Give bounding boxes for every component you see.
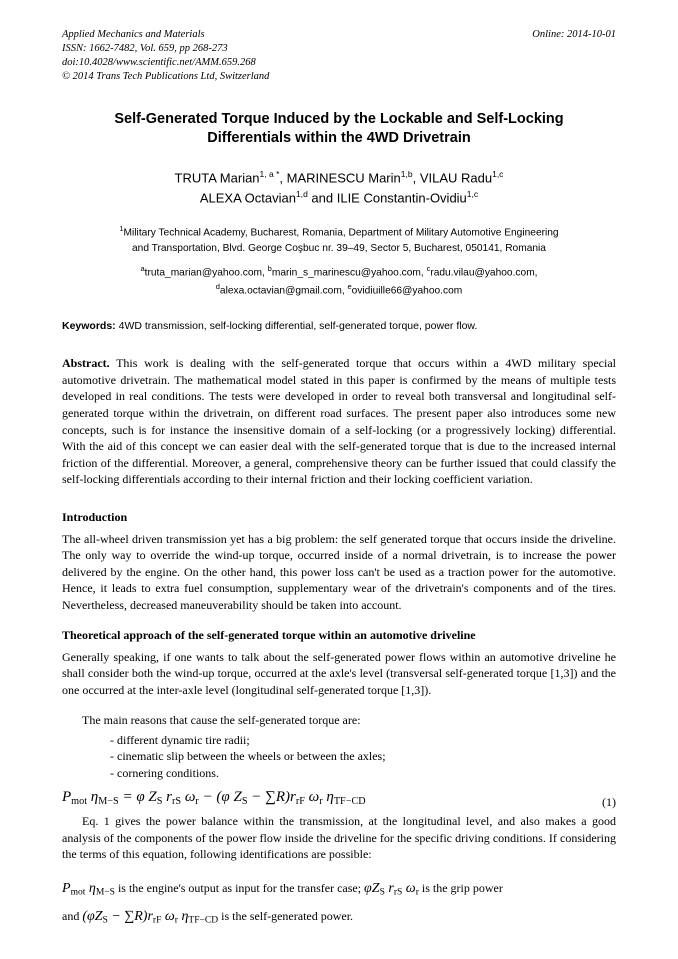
abstract-block bbox=[62, 355, 616, 487]
author-affil-marker: 1,c bbox=[492, 169, 504, 180]
doi-line: doi:10.4028/www.scientific.net/AMM.659.268 bbox=[62, 56, 256, 68]
author-line-2 bbox=[62, 188, 616, 208]
author-affil-marker: 1, a * bbox=[259, 169, 280, 180]
page-header bbox=[62, 28, 616, 84]
section-paragraph: Generally speaking, if one wants to talk about the self-generated power flows within an automotive driveline he shall consider both the wind-up torque, occurred at the axle's level (transversal self-generated torque [1,3]) and the one occurred at the inter-axle level (longitudinal self-generated torque [1,3]). bbox=[62, 649, 616, 697]
author-affil-marker: 1,d bbox=[295, 189, 308, 200]
author-affil-marker: 1,b bbox=[400, 169, 413, 180]
author-name: , VILAU Radu bbox=[412, 170, 493, 186]
identification-text-4: is the self-generated power. bbox=[218, 908, 354, 923]
list-item: - cornering conditions. bbox=[110, 765, 219, 780]
affiliation-text: Military Technical Academy, Bucharest, Romania, Department of Military Automotive Engineering bbox=[123, 227, 559, 239]
email-address: alexa.octavian@gmail.com, bbox=[219, 284, 348, 296]
reasons-list bbox=[62, 732, 616, 782]
affiliation-line-1 bbox=[62, 224, 616, 241]
author-list bbox=[62, 168, 616, 208]
email-marker: b bbox=[267, 264, 272, 274]
equation-body: $P_{mot}$ $\eta_{M-S} = \varphi$ $Z_S$ $r_{rS}$ $\omega_r - (\varphi$ $Z_S - \sum R)r_{rF}$ $\omega_r$ $\eta_{TF-CD}$ bbox=[62, 789, 366, 808]
email-address: truta_marian@yahoo.com, bbox=[144, 267, 268, 279]
identification-text-3: and bbox=[62, 908, 83, 923]
section-paragraph: Eq. 1 gives the power balance within the transmission, at the longitudinal level, and also makes a good analysis of the components of the power flow inside the driveline for the specific driving conditions. If considering the terms of this equation, following identifications are possible: bbox=[62, 814, 616, 862]
section-paragraph: The all-wheel driven transmission yet has a big problem: the self generated torque that occurs inside the driveline. The only way to override the wind-up torque, occurred inside of a normal drivetrain, is to increase the power delivered by the engine. On the other hand, this power loss can't be used as a traction power for the automotive. Hence, it leads to extra fuel consumption, supplementary wear of the drivetrain's components and of the tires. Nevertheless, decreased maneuverability should be taken into account. bbox=[62, 531, 616, 612]
keywords-text: 4WD transmission, self-locking differential, self-generated torque, power flow. bbox=[115, 319, 478, 332]
section-heading-theoretical: Theoretical approach of the self-generated torque within an automotive driveline bbox=[62, 627, 476, 642]
inline-equation-pmot: $P_{mot}$ $\eta_{M-S}$ bbox=[62, 880, 115, 898]
author-name: and ILIE Constantin-Ovidiu bbox=[307, 190, 467, 206]
keywords-label: Keywords: bbox=[62, 319, 116, 332]
author-line-1 bbox=[62, 168, 616, 188]
equation-number: (1) bbox=[602, 795, 616, 810]
email-marker: e bbox=[347, 281, 352, 291]
author-name: TRUTA Marian bbox=[174, 170, 260, 186]
issn-line: ISSN: 1662-7482, Vol. 659, pp 268-273 bbox=[62, 42, 228, 54]
section-paragraph: The main reasons that cause the self-generated torque are: bbox=[82, 713, 361, 728]
list-item: - different dynamic tire radii; bbox=[110, 732, 250, 747]
email-marker: a bbox=[140, 264, 145, 274]
affiliation-block bbox=[62, 224, 616, 256]
equation-1 bbox=[62, 789, 616, 810]
email-line-1 bbox=[62, 264, 616, 281]
copyright-line: © 2014 Trans Tech Publications Ltd, Switzerland bbox=[62, 70, 270, 82]
identifications-paragraph bbox=[62, 877, 616, 901]
abstract-label: Abstract. bbox=[62, 356, 110, 371]
author-name: , MARINESCU Marin bbox=[279, 170, 401, 186]
identification-text-2: is the grip power bbox=[418, 880, 503, 895]
abstract-text: This work is dealing with the self-generated torque that occurs within a 4WD military special automotive drivetrain. The mathematical model stated in this paper is confirmed by the means of multiple tests developed in real conditions. The tests were developed in order to reveal both transversal and longitudinal self-generated torque within the drivetrain, on different road surfaces. The present paper also introduces some new concepts, such is for instance the insensitive domain of a self-locking (or a progressively locking) differential. With the aid of this concept we can easier deal with the self-generated torque that is due to the increased internal friction of the differential. Moreover, a general, comprehensive theory can be further issued that could classify the self-locking differentials according to their internal friction and their locking coefficient variation. bbox=[62, 356, 616, 487]
email-line-2 bbox=[62, 282, 616, 299]
author-name: ALEXA Octavian bbox=[199, 190, 296, 206]
keywords-block bbox=[62, 319, 616, 334]
email-block bbox=[62, 264, 616, 298]
affiliation-line-2: and Transportation, Blvd. George Coşbuc nr. 39–49, Sector 5, Bucharest, 050141, Romania bbox=[132, 242, 546, 254]
email-address: radu.vilau@yahoo.com, bbox=[430, 267, 538, 279]
identifications-paragraph-2 bbox=[62, 905, 616, 929]
email-address: marin_s_marinescu@yahoo.com, bbox=[271, 267, 427, 279]
list-item: - cinematic slip between the wheels or between the axles; bbox=[110, 749, 386, 764]
author-affil-marker: 1,c bbox=[466, 189, 479, 200]
inline-equation-grip: $\varphi Z_S$ $r_{rS}$ $\omega_r$ bbox=[364, 880, 419, 898]
affiliation-marker: 1 bbox=[119, 224, 124, 234]
email-marker: d bbox=[215, 281, 220, 291]
page-title: Self-Generated Torque Induced by the Lockable and Self-Locking Differentials within the 4WD Drivetrain bbox=[114, 110, 564, 146]
email-address: ovidiuille66@yahoo.com bbox=[351, 284, 463, 296]
inline-equation-selfgen: $(\varphi Z_S - \sum R)r_{rF}$ $\omega_r$ $\eta_{TF-CD}$ bbox=[82, 908, 219, 926]
identification-text-1: is the engine's output as input for the transfer case; bbox=[114, 880, 365, 895]
journal-name: Applied Mechanics and Materials bbox=[62, 29, 205, 40]
email-marker: c bbox=[426, 264, 431, 274]
section-heading-introduction: Introduction bbox=[62, 509, 128, 524]
online-date: Online: 2014-10-01 bbox=[532, 29, 616, 40]
